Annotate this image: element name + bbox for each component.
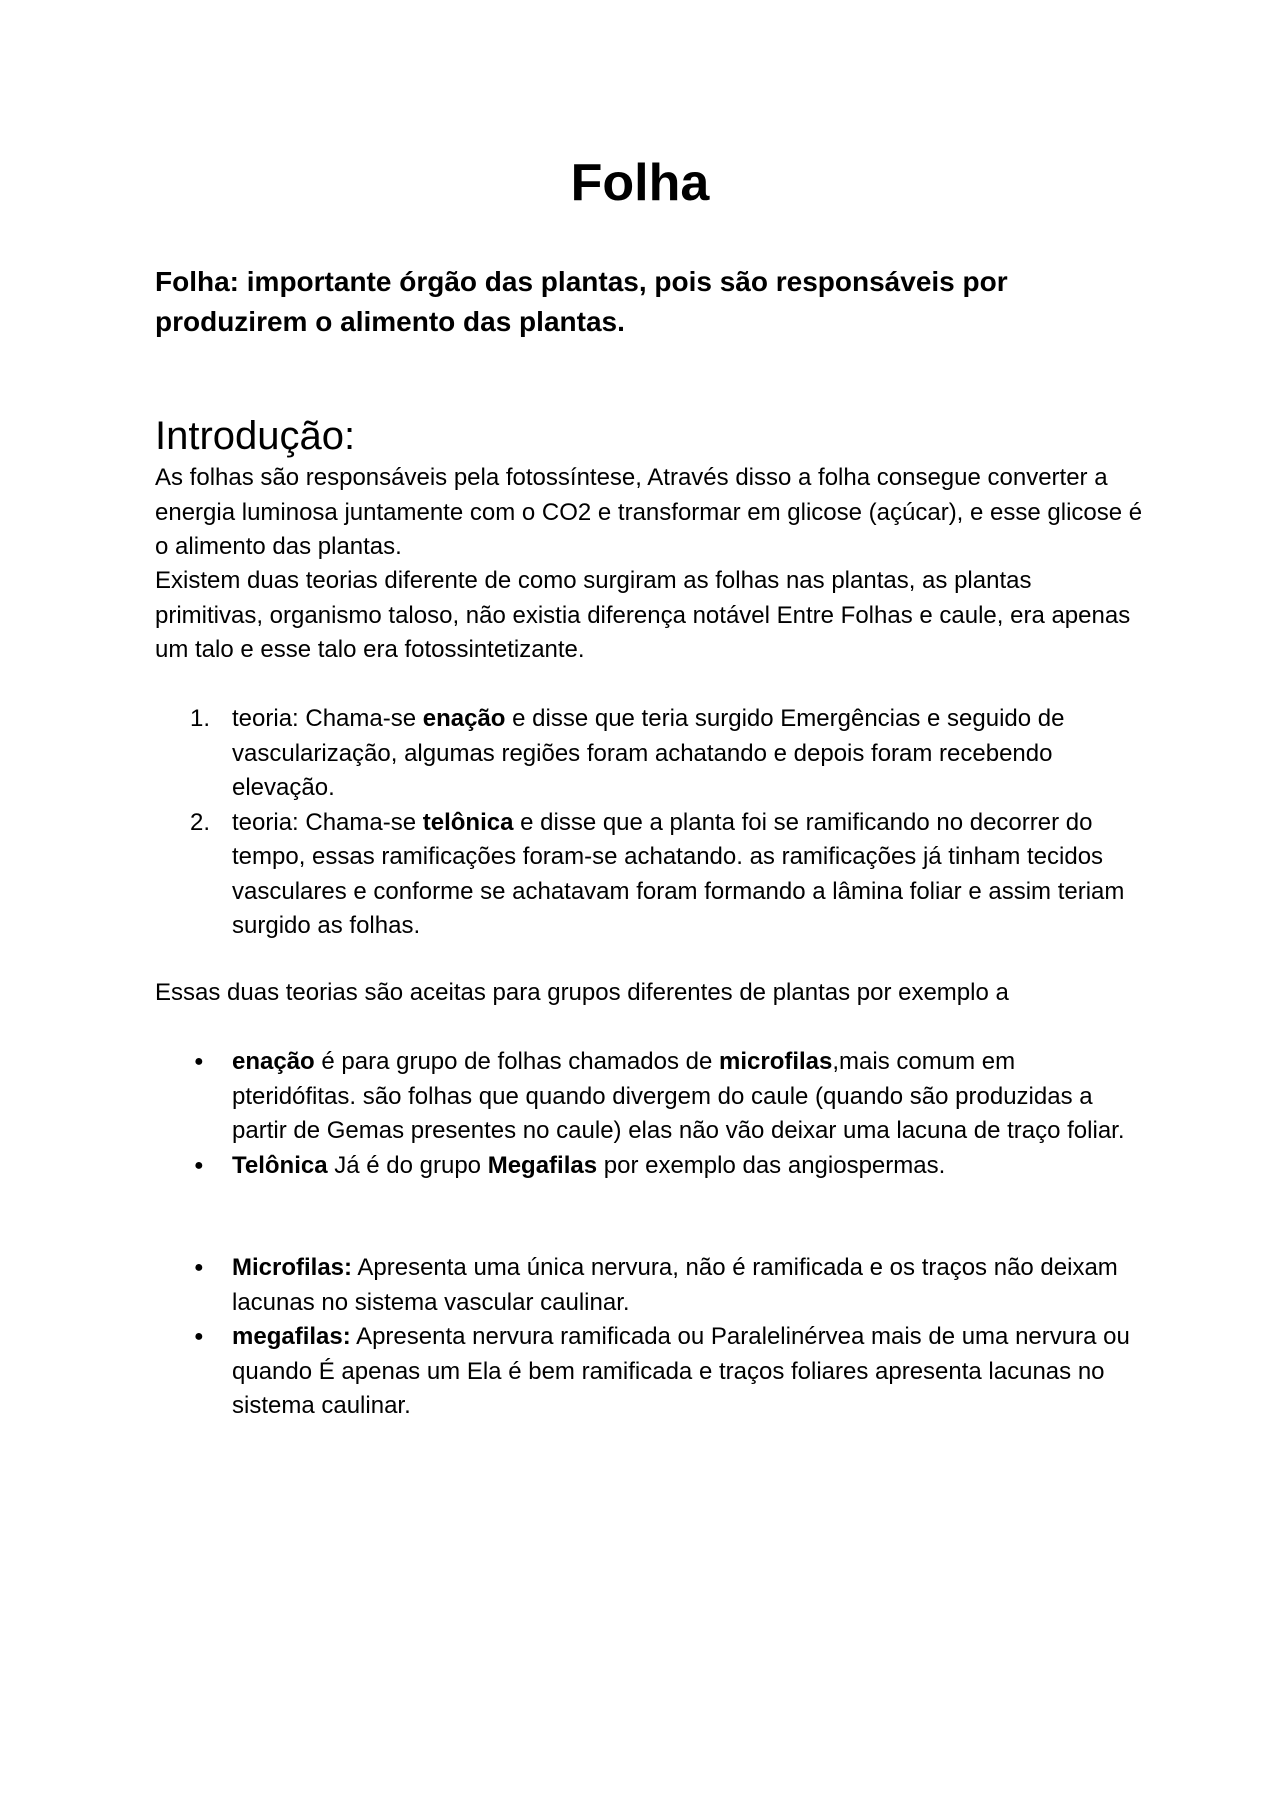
intro-paragraph-2: Existem duas teorias diferente de como surgiram as folhas nas plantas, as plantas primitivas, organismo taloso, não existia diferença notável Entre Folhas e caule, era apenas um talo e esse talo era fotossintetizante.	[155, 567, 1131, 663]
definition-text: Apresenta uma única nervura, não é ramificada e os traços não deixam lacunas no sistema vascular caulinar.	[232, 1254, 1118, 1316]
bullet-icon: ●	[194, 1156, 204, 1174]
item-term: enação	[232, 1048, 315, 1075]
item-text-pre: teoria: Chama-se	[232, 808, 423, 836]
item-term-2: Megafilas	[487, 1151, 598, 1179]
item-text-mid: é para grupo de folhas chamados de	[314, 1048, 719, 1075]
intro-paragraph-1: As folhas são responsáveis pela fotossíntese, Através disso a folha consegue converter a energia luminosa juntamente com o CO2 e transformar em glicose (açúcar), e esse glicose é o alimento das plantas.	[155, 464, 1143, 560]
definition-term: Microfilas:	[232, 1254, 353, 1281]
item-text-post: por exemplo das angiospermas.	[597, 1151, 946, 1179]
subtitle: Folha: importante órgão das plantas, pois são responsáveis por produzirem o alimento das plantas.	[155, 266, 1008, 337]
groups-list	[0, 1045, 1132, 1183]
item-term: Telônica	[232, 1151, 328, 1179]
list-item	[0, 1251, 1132, 1320]
bullet-icon: ●	[194, 1328, 204, 1345]
definition-text: Apresenta nervura ramificada ou Paralelinérvea mais de uma nervura ou quando É apenas um Ela é bem ramificada e traços foliares apresenta lacunas no sistema caulinar.	[232, 1323, 1130, 1419]
list-item	[0, 1045, 1132, 1149]
definition-term: megafilas:	[232, 1323, 351, 1350]
list-number: 1.	[190, 705, 211, 732]
item-text-post: e disse que teria surgido Emergências e seguido de vascularização, algumas regiões foram achatando e depois foram recebendo elevação.	[232, 705, 1065, 801]
item-term-2: microfilas	[719, 1048, 833, 1075]
groups-intro: Essas duas teorias são aceitas para grupos diferentes de plantas por exemplo a	[155, 979, 1009, 1006]
item-text-pre: teoria: Chama-se	[232, 705, 423, 732]
bullet-icon: ●	[194, 1053, 204, 1070]
item-term: telônica	[422, 808, 514, 836]
list-number: 2.	[190, 808, 211, 836]
bullet-icon: ●	[194, 1259, 204, 1276]
item-text-mid: Já é do grupo	[327, 1151, 488, 1179]
intro-heading: Introdução:	[155, 414, 356, 458]
item-term: enação	[422, 705, 506, 732]
theories-list	[0, 702, 1132, 944]
page-title: Folha	[570, 154, 710, 212]
definitions-list	[0, 1251, 1132, 1424]
item-text-post: e disse que a planta foi se ramificando no decorrer do tempo, essas ramificações foram-se achatando. as ramificações já tinham tecidos vasculares e conforme se achatavam foram formando a lâmina foliar e assim teriam surgido as folhas.	[232, 808, 1125, 939]
list-item	[0, 1149, 1132, 1184]
list-item	[0, 1320, 1132, 1424]
list-item	[0, 806, 1132, 944]
list-item	[0, 702, 1132, 806]
item-text-post: ,mais comum em pteridófitas. são folhas que quando divergem do caule (quando são produzidas a partir de Gemas presentes no caule) elas não vão deixar uma lacuna de traço foliar.	[232, 1048, 1125, 1144]
